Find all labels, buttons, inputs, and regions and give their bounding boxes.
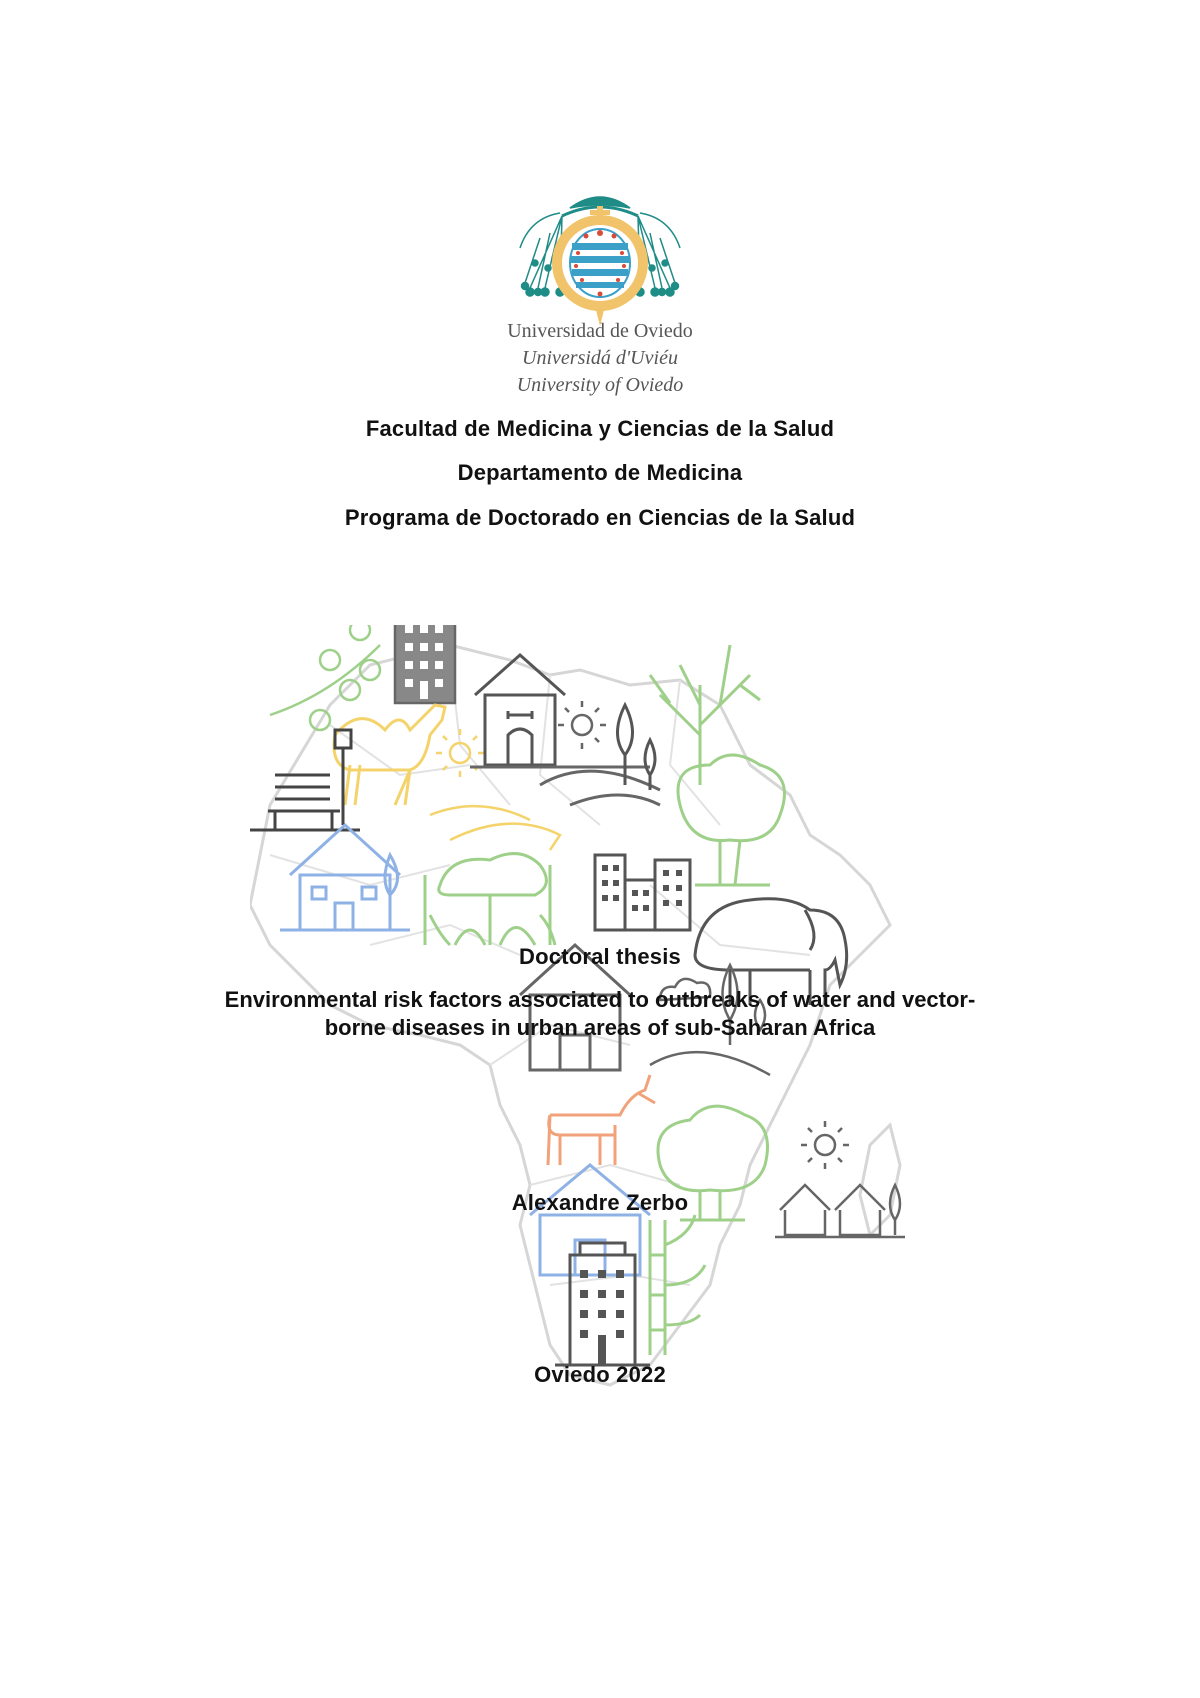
tall-building-icon-lower [555, 1243, 650, 1365]
university-name-asturian: Universidá d'Uviéu [522, 347, 678, 369]
africa-map-illustration [250, 625, 980, 1485]
program-name: Programa de Doctorado en Ciencias de la Salud [344, 505, 856, 530]
house-icon [475, 655, 565, 765]
bamboo-icon [650, 1215, 705, 1355]
tall-building-icon [395, 625, 455, 703]
university-name-english: University of Oviedo [516, 374, 684, 396]
city-buildings-icon [595, 855, 690, 930]
thesis-title-line-1: Environmental risk factors associated to outbreaks of water and vector- [224, 987, 976, 1012]
tree-icon-green [678, 755, 785, 885]
university-name-spanish: Universidad de Oviedo [507, 320, 693, 342]
camel-icon [334, 705, 445, 805]
department-name: Departamento de Medicina [457, 460, 743, 485]
thesis-title-line-2: borne diseases in urban areas of sub-Saharan Africa [324, 1015, 876, 1040]
place-year: Oviedo 2022 [534, 1362, 666, 1387]
faculty-name: Facultad de Medicina y Ciencias de la Salud [365, 416, 835, 441]
goat-icon [548, 1075, 655, 1165]
author-name: Alexandre Zerbo [511, 1190, 689, 1215]
sun-icon-right [801, 1121, 849, 1169]
sun-icon-gray [558, 701, 606, 749]
thesis-type: Doctoral thesis [519, 944, 681, 969]
